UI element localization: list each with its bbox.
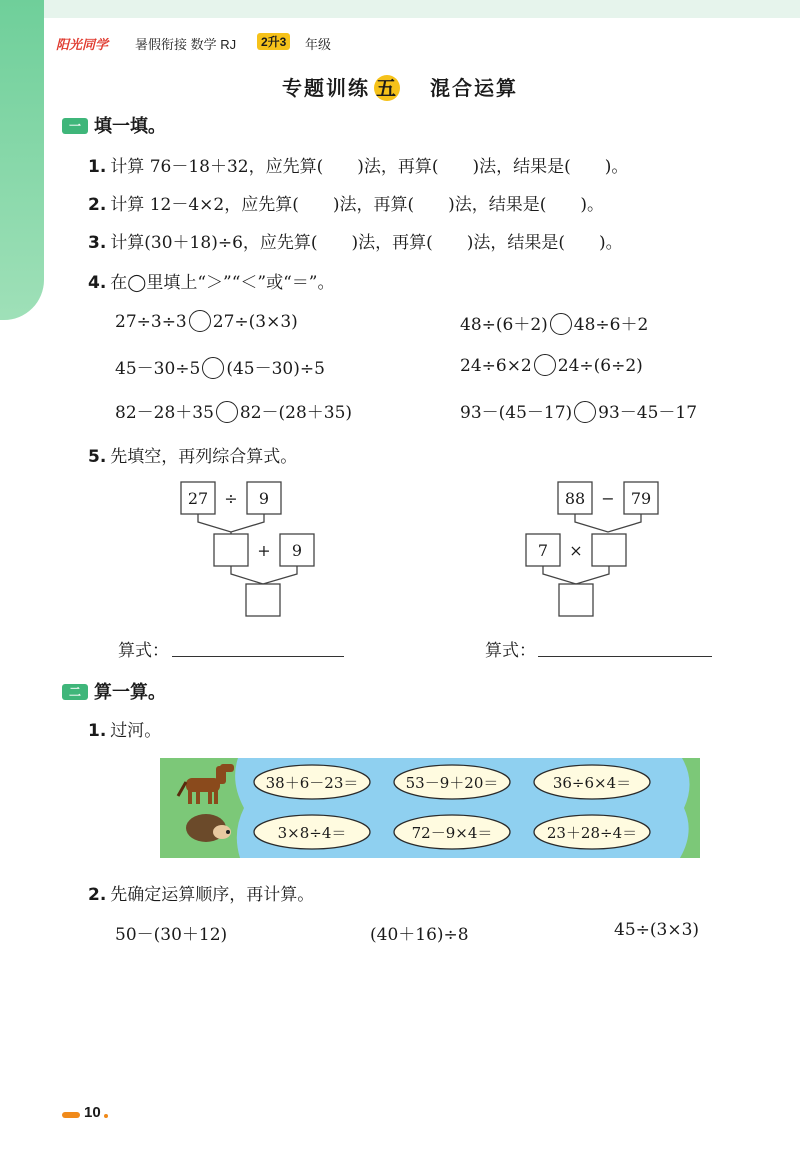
book-label: 暑假衔接 数学 RJ — [135, 37, 237, 52]
stone-expr: 3×8÷4＝ — [277, 824, 347, 842]
answer-box[interactable] — [246, 584, 280, 616]
section1-badge: 一 — [62, 118, 88, 134]
question-1-1: 1. 计算 76－18＋32，应先算( )法，再算( )法，结果是( )。 — [88, 157, 629, 177]
tree2-op1: − — [601, 489, 615, 508]
tree2-b: 79 — [630, 489, 652, 508]
tree2-a: 88 — [564, 489, 586, 508]
tree2-c: 7 — [537, 541, 549, 560]
compare-circle[interactable] — [550, 313, 572, 335]
formula-label-2: 算式： — [485, 641, 536, 661]
tree1-c: 9 — [291, 541, 303, 560]
question-1-3: 3. 计算(30＋18)÷6，应先算( )法，再算( )法，结果是( )。 — [88, 233, 623, 253]
stone-expr: 36÷6×4＝ — [552, 774, 632, 792]
answer-box[interactable] — [559, 584, 593, 616]
compare-row: 45－30÷5 (45－30)÷5 — [115, 359, 325, 379]
stone-expr: 72－9×4＝ — [411, 824, 493, 842]
calc-trees — [0, 470, 800, 630]
formula-label-1: 算式： — [118, 641, 169, 661]
side-tab — [0, 0, 44, 320]
grade-label: 年级 — [305, 37, 332, 52]
calc-expr: 45÷(3×3) — [614, 920, 700, 940]
question-2-2: 2. 先确定运算顺序，再计算。 — [88, 885, 315, 905]
title-mark: 五 — [376, 76, 398, 100]
title-left: 专题训练 — [282, 76, 370, 100]
tree1-b: 9 — [258, 489, 270, 508]
stone-expr: 23＋28÷4＝ — [546, 824, 638, 842]
compare-circle[interactable] — [574, 401, 596, 423]
question-1-2: 2. 计算 12－4×2，应先算( )法，再算( )法，结果是( )。 — [88, 195, 605, 215]
formula-line-1[interactable] — [172, 656, 344, 657]
section2-title: 算一算。 — [94, 682, 166, 703]
compare-circle[interactable] — [216, 401, 238, 423]
compare-circle[interactable] — [189, 310, 211, 332]
compare-circle[interactable] — [534, 354, 556, 376]
river-illustration — [160, 752, 700, 864]
footer-bar — [62, 1112, 80, 1118]
section1-title: 填一填。 — [94, 116, 166, 137]
question-2-1: 1. 过河。 — [88, 721, 162, 741]
grade-badge: 2升3 — [257, 33, 290, 50]
formula-line-2[interactable] — [538, 656, 712, 657]
compare-row: 48÷(6＋2) 48÷6＋2 — [460, 315, 649, 335]
calc-expr: (40＋16)÷8 — [370, 925, 469, 945]
compare-row: 24÷6×2 24÷(6÷2) — [460, 356, 643, 376]
tree1-a: 27 — [187, 489, 209, 508]
question-1-5: 5. 先填空，再列综合算式。 — [88, 447, 298, 467]
question-1-4: 4. 在◯里填上“＞”“＜”或“＝”。 — [88, 273, 335, 293]
page-number: 10 — [84, 1104, 101, 1121]
answer-box[interactable] — [214, 534, 248, 566]
tree2-op2: × — [569, 541, 583, 560]
compare-row: 27÷3÷3 27÷(3×3) — [115, 312, 298, 332]
compare-row: 93－(45－17) 93－45－17 — [460, 403, 698, 423]
top-band — [0, 0, 800, 18]
footer-dot — [104, 1114, 108, 1118]
tree1-op1: ÷ — [224, 489, 238, 508]
compare-row: 82－28＋35 82－(28＋35) — [115, 403, 353, 423]
answer-box[interactable] — [592, 534, 626, 566]
tree1-op2: + — [257, 541, 271, 560]
stone-expr: 53－9＋20＝ — [405, 774, 499, 792]
section2-badge: 二 — [62, 684, 88, 700]
title-right: 混合运算 — [430, 76, 518, 100]
brand-logo: 阳光同学 — [56, 37, 109, 52]
stone-expr: 38＋6－23＝ — [265, 774, 359, 792]
calc-expr: 50－(30＋12) — [115, 925, 228, 945]
compare-circle[interactable] — [202, 357, 224, 379]
page-title — [0, 72, 800, 101]
